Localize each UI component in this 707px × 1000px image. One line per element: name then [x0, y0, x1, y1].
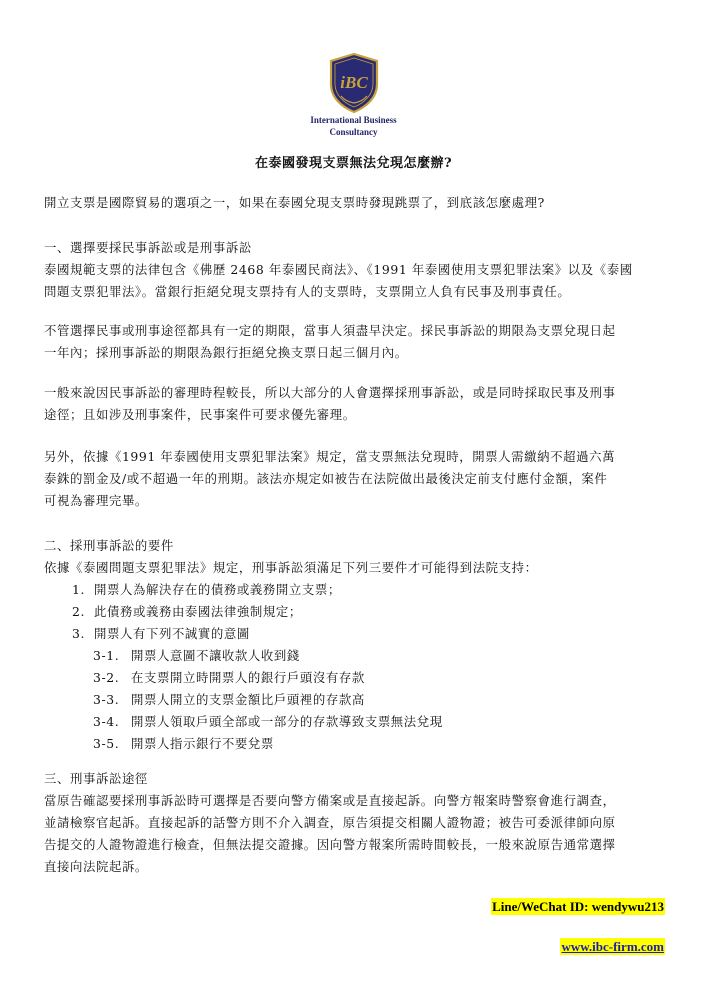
sub-list-item-text: 開票人領取戶頭全部或一部分的存款導致支票無法兌現 — [131, 714, 443, 729]
requirements-list — [72, 579, 341, 645]
list-item — [72, 579, 341, 601]
sub-list-item-text: 開票人開立的支票金額比戶頭裡的存款高 — [131, 692, 365, 707]
section3-line: 當原告確認要採刑事訴訟時可選擇是否要向警方備案或是直接起訴。向警方報案時警察會進行調查， — [44, 793, 616, 808]
contact-id: Line/WeChat ID: wendywu213 — [492, 899, 664, 914]
section1-p1-line: 泰國規範支票的法律包含《佛歷 2468 年泰國民商法》、《1991 年泰國使用支票犯罪法案》以及《泰國 — [44, 262, 633, 277]
sub-list-item — [93, 645, 443, 667]
section3-line: 直接向法院起訴。 — [44, 859, 148, 874]
section1-heading: 一、選擇要採民事訴訟或是刑事訴訟 — [44, 240, 252, 255]
website-link[interactable] — [560, 938, 665, 955]
sub-list-item-number: 3-3. — [93, 692, 120, 707]
section2 — [44, 535, 662, 579]
section3-line: 並請檢察官起訴。直接起訴的話警方則不介入調查，原告須提交相關人證物證；被告可委派律師向原 — [44, 815, 616, 830]
sub-list-item-text: 在支票開立時開票人的銀行戶頭沒有存款 — [131, 670, 365, 685]
logo-text: iBC — [339, 73, 368, 92]
sub-list-item-text: 開票人指示銀行不要兌票 — [131, 736, 274, 751]
section2-heading: 二、採刑事訴訟的要件 — [44, 538, 174, 553]
list-item-number: 2. — [72, 604, 86, 619]
section1-p1-line: 問題支票犯罪法》。當銀行拒絕兌現支票持有人的支票時，支票開立人負有民事及刑事責任。 — [44, 284, 571, 299]
sub-list-item — [93, 733, 443, 755]
section3-line: 告提交的人證物證進行檢查，但無法提交證據。因向警方報案所需時間較長，一般來說原告通常選擇 — [44, 837, 616, 852]
sub-list-item — [93, 667, 443, 689]
section1-p2-line: 一年內；採刑事訴訟的期限為銀行拒絕兌換支票日起三個月內。 — [44, 345, 408, 360]
list-item — [72, 601, 341, 623]
section3 — [44, 768, 662, 878]
section1-paragraph4 — [44, 446, 662, 512]
logo — [0, 52, 707, 114]
section1-paragraph2 — [44, 320, 662, 364]
sub-list-item — [93, 711, 443, 733]
list-item-text: 此債務或義務由泰國法律強制規定； — [94, 604, 302, 619]
sub-list-item-number: 3-1. — [93, 648, 120, 663]
section1 — [44, 237, 662, 303]
section1-p4-line: 泰銖的罰金及/或不超過一年的刑期。該法亦規定如被告在法院做出最後決定前支付應付金額，案件 — [44, 471, 608, 486]
section3-heading: 三、刑事訴訟途徑 — [44, 771, 148, 786]
intent-sublist — [93, 645, 443, 755]
section1-p4-line: 可視為審理完畢。 — [44, 493, 148, 508]
company-name — [0, 114, 707, 138]
sub-list-item-number: 3-2. — [93, 670, 120, 685]
list-item-number: 3. — [72, 626, 86, 641]
company-name-line1: International Business — [310, 115, 397, 125]
section1-p3-line: 途徑；且如涉及刑事案件，民事案件可要求優先審理。 — [44, 407, 356, 422]
sub-list-item-number: 3-5. — [93, 736, 120, 751]
website-url[interactable]: www.ibc-firm.com — [561, 939, 664, 954]
shield-logo-icon — [327, 52, 381, 114]
section1-paragraph3 — [44, 382, 662, 426]
sub-list-item-number: 3-4. — [93, 714, 120, 729]
list-item-text: 開票人為解決存在的債務或義務開立支票； — [94, 582, 341, 597]
list-item-number: 1. — [72, 582, 86, 597]
section1-p4-line: 另外，依據《1991 年泰國使用支票犯罪法案》規定，當支票無法兌現時，開票人需繳納不超過六萬 — [44, 449, 616, 464]
section1-p2-line: 不管選擇民事或刑事途徑都具有一定的期限，當事人須盡早決定。採民事訴訟的期限為支票兌現日起 — [44, 323, 616, 338]
list-item-text: 開票人有下列不誠實的意圖 — [94, 626, 250, 641]
sub-list-item-text: 開票人意圖不讓收款人收到錢 — [131, 648, 300, 663]
intro-text: 開立支票是國際貿易的選項之一，如果在泰國兌現支票時發現跳票了，到底該怎麼處理? — [44, 195, 545, 210]
section2-intro: 依據《泰國問題支票犯罪法》規定，刑事訴訟須滿足下列三要件才可能得到法院支持： — [44, 560, 538, 575]
sub-list-item — [93, 689, 443, 711]
intro-paragraph — [44, 192, 662, 214]
company-name-line2: Consultancy — [329, 127, 378, 137]
section1-p3-line: 一般來說因民事訴訟的審理時程較長，所以大部分的人會選擇採刑事訴訟，或是同時採取民事及刑事 — [44, 385, 616, 400]
list-item — [72, 623, 341, 645]
document-title: 在泰國發現支票無法兌現怎麼辦? — [254, 156, 453, 171]
